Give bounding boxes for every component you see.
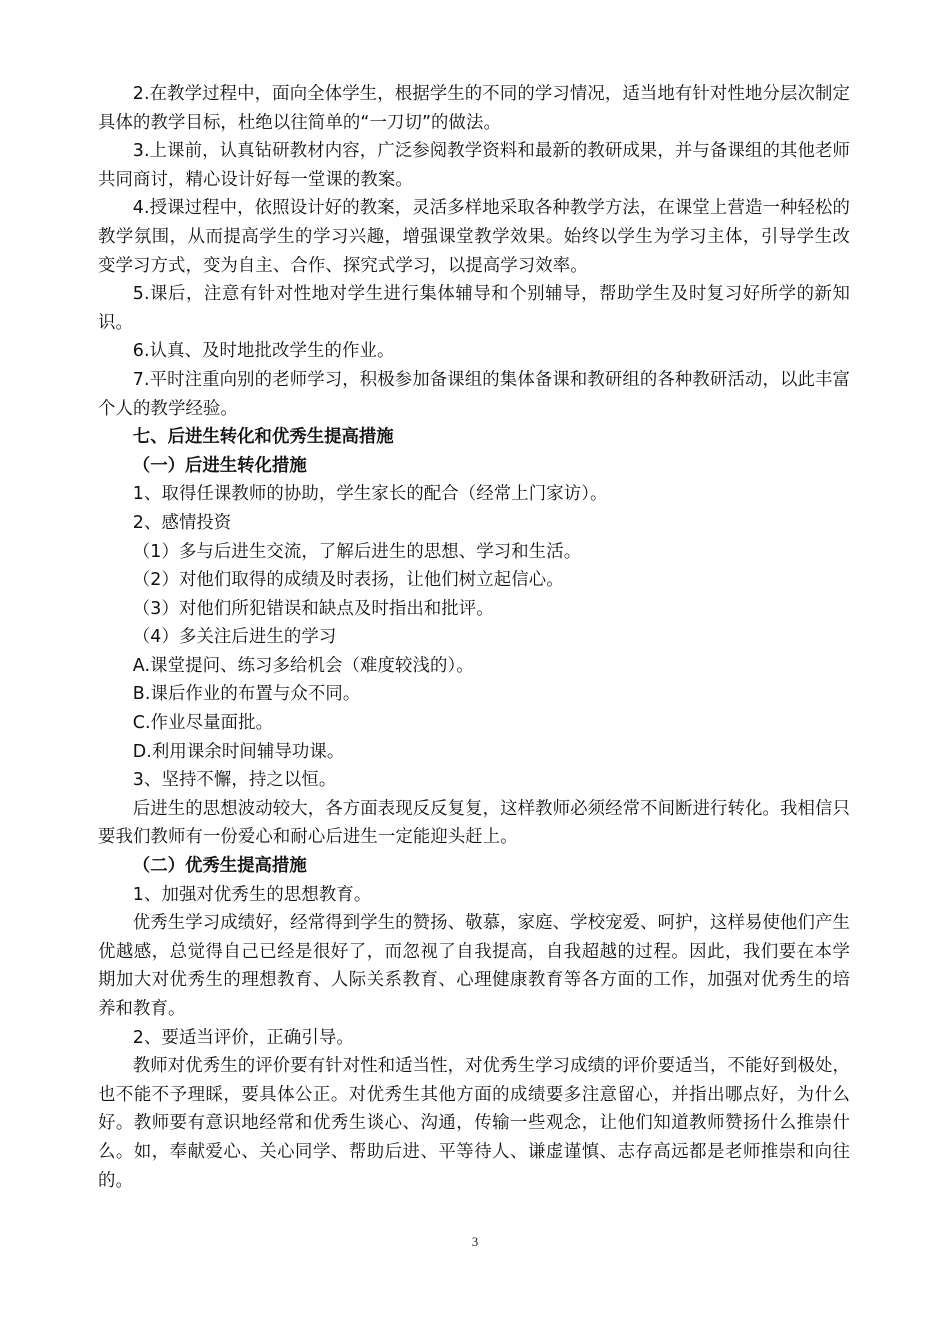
paragraph-item-6: 6.认真、及时地批改学生的作业。 [132, 341, 395, 362]
summary-paragraph: 后进生的思想波动较大，各方面表现反反复复，这样教师必须经常不间断进行转化。我相信只要我们教师有一份爱心和耐心后进生一定能迎头赶上。 [98, 798, 850, 848]
letter-list-item: B.课后作业的布置与众不同。 [132, 684, 361, 705]
sub-list-item: （2）对他们取得的成绩及时表扬，让他们树立起信心。 [132, 570, 564, 591]
sub-list-item: （4）多关注后进生的学习 [132, 627, 337, 648]
letter-list-item: A.课堂提问、练习多给机会（难度较浅的）。 [132, 655, 474, 676]
body-paragraph: 教师对优秀生的评价要有针对性和适当性，对优秀生学习成绩的评价要适当，不能好到极处，也不能不予理睬，要具体公正。对优秀生其他方面的成绩要多注意留心，并指出哪点好，为什么好。教师要有意识地经常和优秀生谈心、沟通，传输一些观念，让他们知道教师赞扬什么推崇什么。如，奉献爱心、关心同学、帮助后进、平等待人、谦虚谨慎、志存高远都是老师推崇和向往的。 [98, 1056, 850, 1191]
sub-list-item: （3）对他们所犯错误和缺点及时指出和批评。 [132, 598, 494, 619]
letter-list-item: D.利用课余时间辅导功课。 [132, 741, 345, 762]
paragraph-item-4: 4.授课过程中，依照设计好的教案，灵活多样地采取各种教学方法，在课堂上营造一种轻松的教学氛围，从而提高学生的学习兴趣，增强课堂教学效果。始终以学生为学习主体，引导学生改变学习方式，变为自主、合作、探究式学习，以提高学习效率。 [98, 198, 850, 276]
subsection-heading-1: （一）后进生转化措施 [132, 455, 307, 476]
subsection-heading-2: （二）优秀生提高措施 [132, 856, 307, 877]
list-item: 3、坚持不懈，持之以恒。 [132, 770, 337, 791]
body-paragraph: 优秀生学习成绩好，经常得到学生的赞扬、敬慕，家庭、学校宠爱、呵护，这样易使他们产生优越感，总觉得自己已经是很好了，而忽视了自我提高，自我超越的过程。因此，我们要在本学期加大对优秀生的理想教育、人际关系教育、心理健康教育等各方面的工作，加强对优秀生的培养和教育。 [98, 913, 850, 1019]
paragraph-item-2: 2.在教学过程中，面向全体学生，根据学生的不同的学习情况，适当地有针对性地分层次制定具体的教学目标，杜绝以往简单的“一刀切”的做法。 [98, 84, 850, 133]
list-item: 1、取得任课教师的协助，学生家长的配合（经常上门家访）。 [132, 484, 608, 505]
page-body [98, 80, 850, 1195]
sub-list-item: （1）多与后进生交流，了解后进生的思想、学习和生活。 [132, 541, 582, 562]
page-number: 3 [471, 1234, 479, 1249]
list-item: 1、加强对优秀生的思想教育。 [132, 884, 372, 905]
paragraph-item-5: 5.课后，注意有针对性地对学生进行集体辅导和个别辅导，帮助学生及时复习好所学的新知识。 [98, 284, 850, 333]
paragraph-item-7: 7.平时注重向别的老师学习，积极参加备课组的集体备课和教研组的各种教研活动，以此丰富个人的教学经验。 [98, 369, 850, 419]
list-item: 2、要适当评价，正确引导。 [132, 1027, 354, 1048]
paragraph-item-3: 3.上课前，认真钻研教材内容，广泛参阅教学资料和最新的教研成果，并与备课组的其他老师共同商讨，精心设计好每一堂课的教案。 [98, 141, 850, 190]
letter-list-item: C.作业尽量面批。 [132, 713, 274, 734]
list-item: 2、感情投资 [132, 512, 232, 533]
section-heading: 七、后进生转化和优秀生提高措施 [132, 427, 394, 448]
